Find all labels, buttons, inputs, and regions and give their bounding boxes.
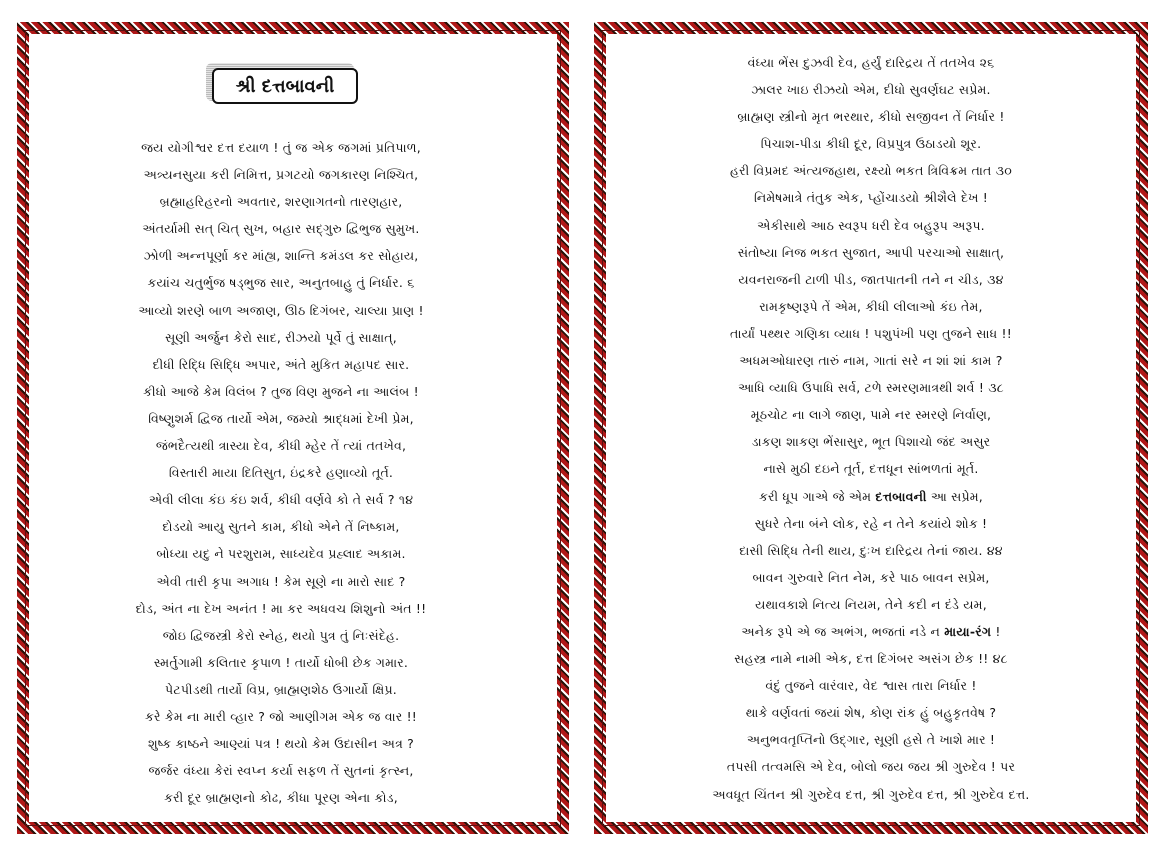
verse-line: વિષ્ણુશર્મ દ્વિજ તાર્યો એમ, જમ્યો શ્રાદ્ધમાં દેખી પ્રેમ, bbox=[148, 410, 414, 426]
right-verse-list bbox=[606, 49, 1136, 808]
verse-line: દોડ, અંત ના દેખ અનંત ! મા કર અધવચ શિશુનો અંત !! bbox=[135, 600, 427, 616]
verse-line: સ્મર્તુગામી કલિતાર કૃપાળ ! તાર્યો ધોબી છેક ગમાર. bbox=[153, 654, 409, 670]
verse-line: પેટપીડથી તાર્યો વિપ્ર, બ્રાહ્મણશેઠ ઉગાર્યો ક્ષિપ્ર. bbox=[165, 681, 397, 697]
verse-text: કરી ધૂપ ગાએ જે એમ bbox=[759, 488, 876, 504]
verse-line: ઝોળી અન્નપૂર્ણા કર માંહ્ય, શાન્તિ કમંડલ કર સોહાય, bbox=[143, 248, 419, 264]
verse-line: જંભદૈત્યથી ત્રાસ્યા દેવ, કીધી મ્હેર તેં ત્યાં તતખેવ, bbox=[155, 438, 407, 454]
verse-line: બ્રાહ્મણ સ્ત્રીનો મૃત ભરથાર, કીધો સજીવન તેં નિર્ધાર ! bbox=[737, 109, 1005, 125]
verse-line: અનુભવતૃપ્તિનો ઉદ્ગાર, સૂણી હસે તે ખાશે માર ! bbox=[746, 732, 996, 748]
verse-bold-text: દત્તબાવની bbox=[875, 488, 927, 504]
verse-text: અનેક રૂપે એ જ અભંગ, ભજતાં નડે ન bbox=[741, 623, 945, 639]
verse-line: સંતોષ્યા નિજ ભકત સુજાત, આપી પરચાઓ સાક્ષાત્, bbox=[737, 244, 1005, 260]
verse-line: જોઇ દ્વિજસ્ત્રી કેરો સ્નેહ, થયો પુત્ર તું નિઃસંદેહ. bbox=[162, 627, 400, 643]
verse-line: હરી વિપ્રમદ અંત્યજહાથ, રક્ષ્યો ભકત ત્રિવિક્રમ તાત ૩૦ bbox=[730, 163, 1012, 179]
verse-line: અધમઓધારણ તારું નામ, ગાતાં સરે ન શાં શાં કામ ? bbox=[739, 353, 1003, 369]
verse-line: જય યોગીશ્વર દત્ત દયાળ ! તું જ એક જગમાં પ્રતિપાળ, bbox=[141, 140, 421, 155]
verse-line: અવધૂત ચિંતન શ્રી ગુરુદેવ દત્ત, શ્રી ગુરુદેવ દત્ત, શ્રી ગુરુદેવ દત્ત. bbox=[712, 786, 1030, 802]
verse-line: નિમેષમાત્રે તંતુક એક, પ્હોંચાડયો શ્રીશૈલે દેખ ! bbox=[754, 190, 988, 206]
verse-line: એકીસાથે આઠ સ્વરૂપ ધરી દેવ બહુરૂપ અરૂપ. bbox=[757, 217, 985, 233]
verse-line: વંદું તુજને વારંવાર, વેદ શ્વાસ તારા નિર્ધાર ! bbox=[765, 678, 977, 694]
verse-line: રામકૃષ્ણરૂપે તેં એમ, કીધી લીલાઓ કંઇ તેમ, bbox=[759, 298, 983, 314]
verse-line: મૂઠચોટ ના લાગે જાણ, પામે નર સ્મરણે નિર્વાણ, bbox=[750, 407, 992, 423]
verse-line bbox=[606, 483, 1136, 510]
left-verse-list bbox=[29, 134, 557, 811]
verse-line: વિસ્તારી માયા દિતિસુત, ઇંદ્રકરે હણાવ્યો તૂર્ત. bbox=[168, 465, 394, 481]
verse-text: ! bbox=[991, 623, 1001, 639]
verse-line: દીધી રિદ્ધિ સિદ્ધિ અપાર, અંતે મુકિત મહાપદ સાર. bbox=[152, 356, 410, 372]
verse-line: નાસે મુઠી દઇને તૂર્ત, દત્તધૂન સાંભળતાં મૂર્ત. bbox=[763, 461, 979, 477]
verse-line: થાકે વર્ણવતાં જયાં શેષ, કોણ રાંક હું બહુકૃતવેષ ? bbox=[745, 705, 997, 721]
verse-line: ડાકણ શાકણ ભેંસાસુર, ભૂત પિશાચો જંદ અસુર bbox=[751, 434, 991, 450]
verse-line: ઝાલર ખાઇ રીઝયો એમ, દીધો સુવર્ણઘટ સપ્રેમ. bbox=[751, 82, 991, 98]
verse-line: બ્રહ્માહરિહરનો અવતાર, શરણાગતનો તારણહાર, bbox=[159, 194, 403, 210]
verse-line: કરે કેમ ના મારી વ્હાર ? જો આણીગમ એક જ વાર !! bbox=[144, 708, 418, 724]
verse-line: સુધરે તેના બંને લોક, રહે ન તેને કયાંયે શોક ! bbox=[754, 515, 988, 531]
verse-line: બોધ્યા યદુ ને પરશુરામ, સાધ્યદેવ પ્રહ્લાદ અકામ. bbox=[156, 546, 406, 562]
verse-line: જર્જર વંધ્યા કેરાં સ્વપ્ન કર્યા સફળ તેં સુતનાં કૃત્સ્ન, bbox=[148, 763, 414, 779]
verse-line: પિચાશ-પીડા કીધી દૂર, વિપ્રપુત્ર ઉઠાડયો શૂર. bbox=[760, 136, 982, 152]
verse-line: કીધો આજે કેમ વિલંબ ? તુજ વિણ મુજને ના આલંબ ! bbox=[143, 383, 419, 399]
verse-line: આધિ વ્યાધિ ઉપાધિ સર્વ, ટળે સ્મરણમાત્રથી શર્વ ! ૩૮ bbox=[738, 380, 1004, 396]
verse-line: દાસી સિદ્ધિ તેની થાય, દુઃખ દારિદ્રય તેનાં જાય. ૪૪ bbox=[739, 542, 1003, 558]
verse-line: તપસી તત્વમસિ એ દેવ, બોલો જય જય શ્રી ગુરુદેવ ! પર bbox=[726, 759, 1016, 775]
verse-line: એવી લીલા કંઇ કંઇ શર્વ, કીધી વર્ણવે કો તે સર્વ ? ૧૪ bbox=[148, 492, 414, 508]
verse-line: એવી તારી કૃપા અગાધ ! કેમ સૂણે ના મારો સાદ ? bbox=[156, 573, 406, 589]
verse-text: આ સપ્રેમ, bbox=[926, 488, 983, 504]
verse-line: તાર્યાં પથ્થર ગણિકા વ્યાધ ! પશુપંખી પણ તુજને સાધ !! bbox=[730, 325, 1012, 341]
verse-line: દોડયો આયુ સુતને કામ, કીધો એને તેં નિષ્કામ, bbox=[162, 519, 400, 535]
verse-line bbox=[606, 618, 1136, 645]
left-page bbox=[17, 22, 569, 834]
title-badge bbox=[212, 68, 360, 106]
page-title: શ્રી દત્તબાવની bbox=[212, 68, 358, 104]
verse-line: બાવન ગુરુવારે નિત નેમ, કરે પાઠ બાવન સપ્રેમ, bbox=[752, 569, 990, 585]
verse-line: આવ્યો શરણે બાળ અજાણ, ઊઠ દિગંબર, ચાલ્યા પ્રાણ ! bbox=[138, 302, 424, 318]
verse-line: વંધ્યા ભેંસ દુઝવી દેવ, હર્યું દારિદ્રય તેં તતખેવ ૨૬ bbox=[747, 55, 995, 70]
verse-line: કરી દૂર બ્રાહ્મણનો કોઢ, કીધા પૂરણ એના કોડ, bbox=[164, 790, 398, 806]
verse-line: સહસ્ત્ર નામે નામી એક, દત્ત દિગંબર અસંગ છેક !! ૪૮ bbox=[734, 651, 1008, 667]
verse-line: અંતર્યામી સત્ ચિત્ સુખ, બહાર સદ્ગુરુ દ્વિભુજ સુમુખ. bbox=[142, 221, 420, 237]
verse-line: યથાવકાશે નિત્ય નિયમ, તેને કદી ન દંડે યમ, bbox=[755, 596, 987, 612]
verse-bold-text: માયા-રંગ bbox=[944, 623, 992, 639]
verse-line: શુષ્ક કાષ્ઠને આણ્યાં પત્ર ! થયો કેમ ઉદાસીન અત્ર ? bbox=[148, 736, 414, 752]
verse-line: સૂણી અર્જુન કેરો સાદ, રીઝયો પૂર્વે તું સાક્ષાત્, bbox=[165, 329, 397, 345]
right-page bbox=[594, 22, 1148, 834]
verse-line: અત્ર્યનસુયા કરી નિમિત્ત, પ્રગટયો જગકારણ નિશ્ચિત, bbox=[143, 167, 419, 183]
verse-line: યવનરાજની ટાળી પીડ, જાતપાતની તને ન ચીડ, ૩૪ bbox=[738, 271, 1004, 287]
verse-line: કયાંચ ચતુર્ભુજ ષડ્ભુજ સાર, અનુતબાહુ તું નિર્ધાર. ૬ bbox=[147, 275, 415, 291]
